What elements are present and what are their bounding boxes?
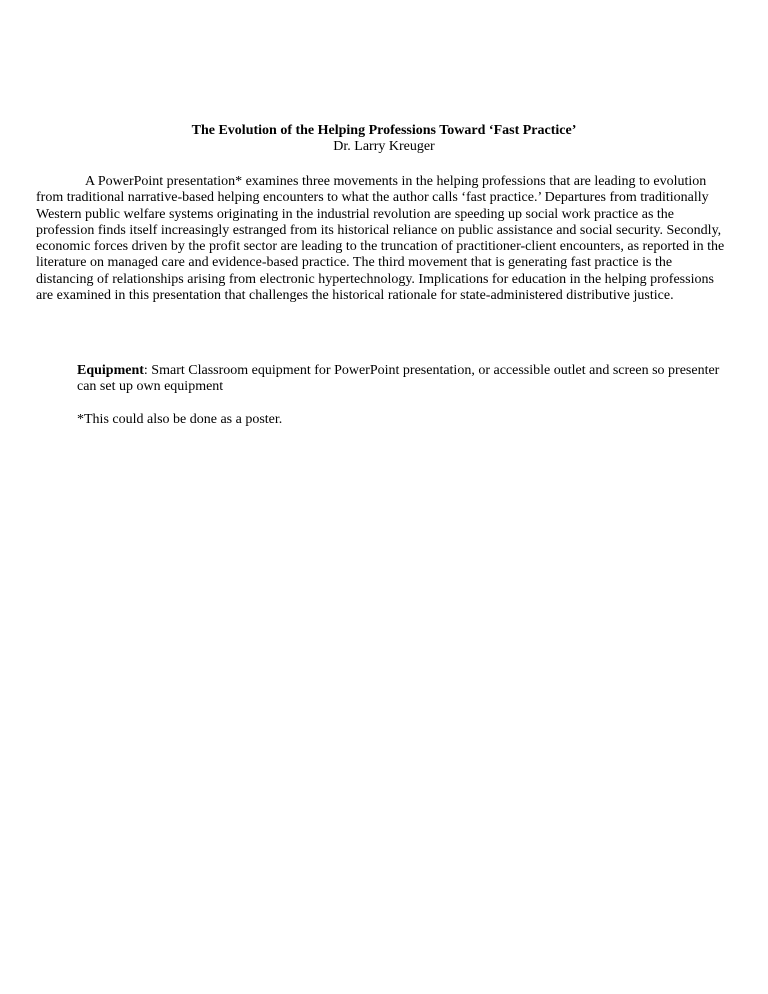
equipment-text: : Smart Classroom equipment for PowerPoint presentation, or accessible outlet and screen so presenter can set up own equipment (77, 363, 720, 395)
abstract-paragraph: A PowerPoint presentation* examines three movements in the helping professions that are leading to evolution from traditional narrative-based helping encounters to what the author calls ‘fast practice.’ Departures from traditionally Western public welfare systems originating in the industrial revolution are speeding up social work practice as the profession finds itself increasingly estranged from its historical reliance on public assistance and social security. Secondly, economic forces driven by the profit sector are leading to the truncation of practitioner-client encounters, as reported in the literature on managed care and evidence-based practice. The third movement that is generating fast practice is the distancing of relationships arising from electronic hypertechnology. Implications for education in the helping professions are examined in this presentation that challenges the historical rationale for state-administered distributive justice. (36, 174, 725, 304)
equipment-paragraph (77, 363, 727, 396)
title-block (0, 123, 768, 155)
poster-note: *This could also be done as a poster. (77, 412, 283, 427)
document-author: Dr. Larry Kreuger (333, 139, 435, 154)
equipment-label: Equipment (77, 363, 144, 378)
document-title: The Evolution of the Helping Professions Toward ‘Fast Practice’ (191, 123, 577, 138)
